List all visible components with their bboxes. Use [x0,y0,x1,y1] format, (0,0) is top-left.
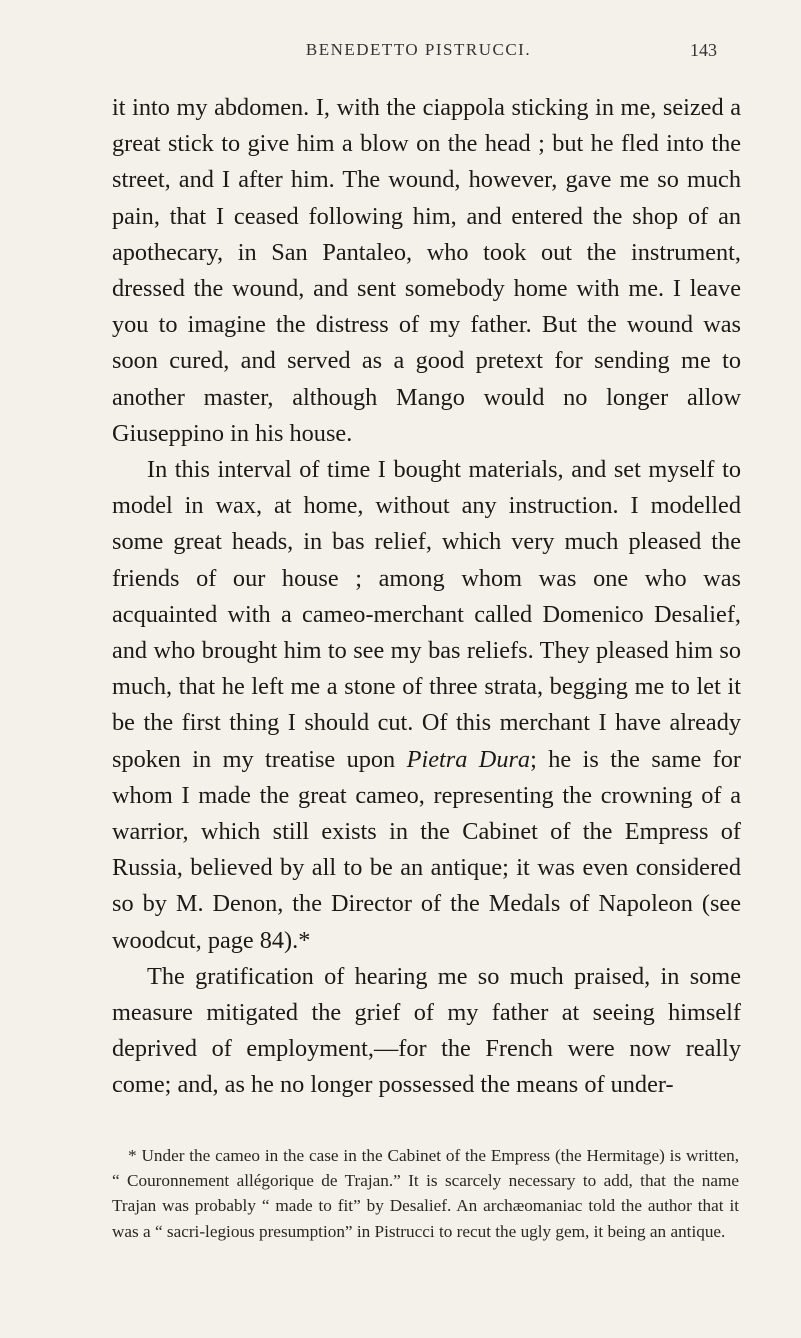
running-head: BENEDETTO PISTRUCCI. [305,40,532,59]
page-number: 143 [690,40,717,60]
footnote [112,1143,739,1244]
paragraph-3: The gratification of hearing me so much praised, in some measure mitigated the grief of my father at seeing himself deprived of employment,—for the French were now really come; and, as he no longer possessed the means of under- [112,962,741,1099]
paragraph-1: it into my abdomen. I, with the ciappola sticking in me, seized a great stick to give him a blow on the head ; but he fled into the street, and I after him. The wound, however, gave me so much pain, that I ceased following him, and entered the shop of an apothecary, in San Pantaleo, who took out the instrument, dressed the wound, and sent somebody home with me. I leave you to imagine the distress of my father. But the wound was soon cured, and served as a good pretext for sending me to another master, although Mango would no longer allow Giuseppino in his house. [112,94,741,447]
page-header [112,40,725,70]
book-title-pietra-dura: Pietra Dura [406,745,531,773]
paragraph-2-text-after: ; he is the same for whom I made the great cameo, representing the crowning of a warrior, which still exists in the Cabinet of the Empress of Russia, believed by all to be an antique; it was even considered so by M. Denon, the Director of the Medals of Napoleon (see woodcut, page 84).* [112,745,741,954]
main-text [112,90,741,1104]
paragraph-2 [112,452,741,959]
footnote-text: * Under the cameo in the case in the Cabinet of the Empress (the Hermitage) is written, “ Couronnement allégorique de Trajan.” It is scarcely necessary to add, that the name Trajan was probably “ made to fit” by Desalief. An archæomaniac told the author that it was a “ sacri-legious presumption” in Pistrucci to recut the ugly gem, it being an antique. [112,1146,739,1241]
paragraph-2-text-before: In this interval of time I bought materials, and set myself to model in wax, at home, without any instruction. I modelled some great heads, in bas relief, which very much pleased the friends of our house ; among whom was one who was acquainted with a cameo-merchant called Domenico Desalief, and who brought him to see my bas reliefs. They pleased him so much, that he left me a stone of three strata, begging me to let it be the first thing I should cut. Of this merchant I have already spoken in my treatise upon [112,456,741,773]
